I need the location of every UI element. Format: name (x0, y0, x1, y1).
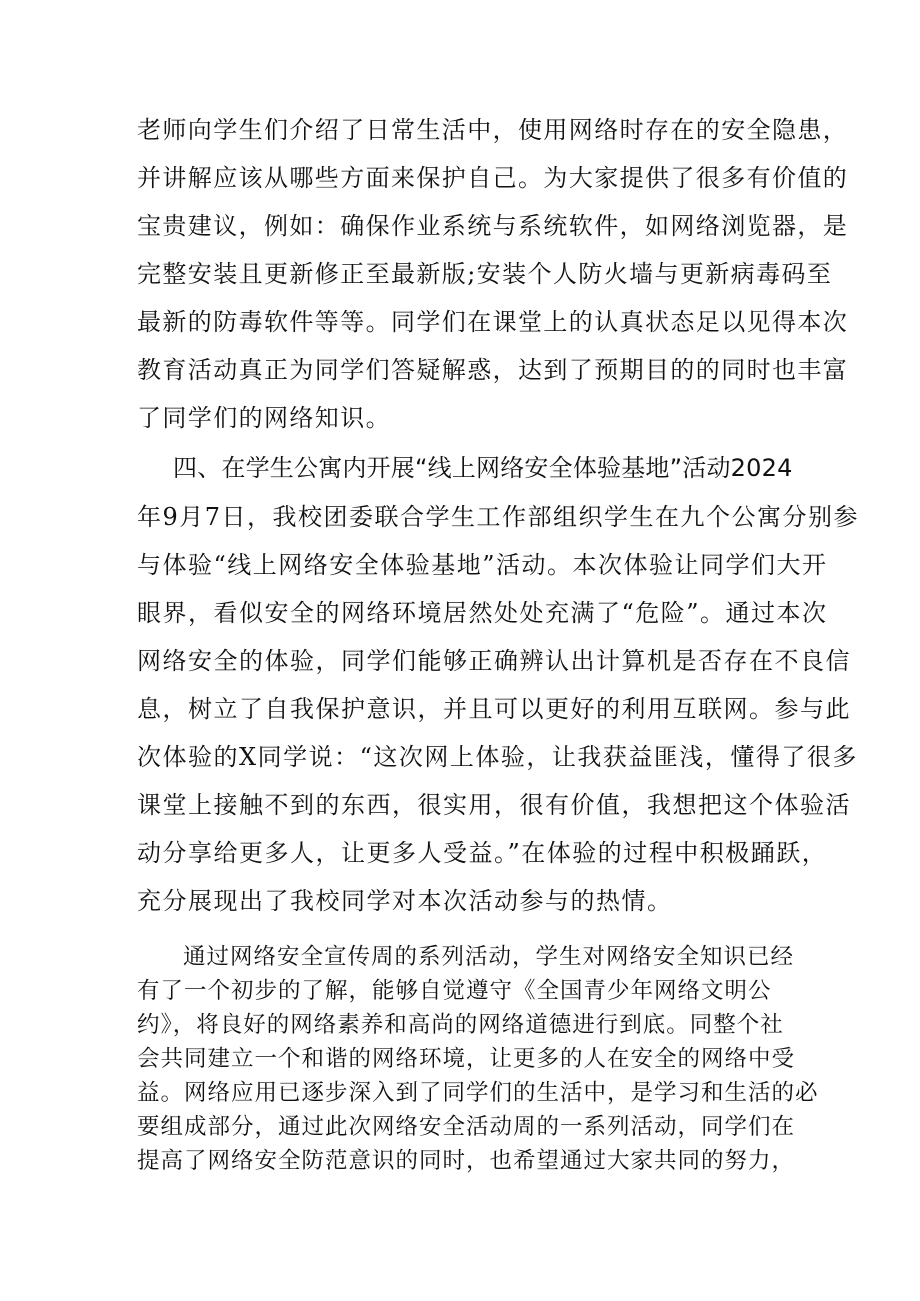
paragraph-line: 动分享给更多人，让更多人受益。”在体验的过程中积极踊跃， (137, 839, 828, 867)
paragraph-line: 有了一个初步的了解，能够自觉遵守《全国青少年网络文明公 (137, 978, 772, 1004)
paragraph-line: 约》，将良好的网络素养和高尚的网络道德进行到底。同整个社 (137, 1012, 784, 1038)
section-heading: 四、在学生公寓内开展“线上网络安全体验基地”活动2024 (173, 454, 793, 482)
paragraph-line: 提高了网络安全防范意识的同时，也希望通过大家共同的努力， (137, 1148, 796, 1174)
paragraph-line: 课堂上接触不到的东西，很实用，很有价值，我想把这个体验活 (137, 791, 851, 819)
paragraph-line: 息，树立了自我保护意识，并且可以更好的利用互联网。参与此 (137, 695, 851, 723)
paragraph-line: 老师向学生们介绍了日常生活中，使用网络时存在的安全隐患， (137, 116, 849, 144)
paragraph-line: 次体验的X同学说：“这次网上体验，让我获益匪浅，懂得了很多 (137, 743, 858, 771)
paragraph-line: 网络安全的体验，同学们能够正确辨认出计算机是否存在不良信 (137, 647, 851, 675)
paragraph-line: 完整安装且更新修正至最新版;安装个人防火墙与更新病毒码至 (137, 260, 833, 288)
paragraph-line: 会共同建立一个和谐的网络环境，让更多的人在安全的网络中受 (137, 1046, 796, 1072)
paragraph-line: 益。网络应用已逐步深入到了同学们的生活中，是学习和生活的必 (137, 1080, 819, 1106)
paragraph-line: 宝贵建议，例如：确保作业系统与系统软件，如网络浏览器，是 (137, 212, 849, 240)
paragraph-line: 与体验“线上网络安全体验基地”活动。本次体验让同学们大开 (137, 551, 828, 579)
paragraph-line: 充分展现出了我校同学对本次活动参与的热情。 (137, 887, 673, 915)
paragraph-line: 年9月7日，我校团委联合学生工作部组织学生在九个公寓分别参 (137, 503, 860, 531)
paragraph-line: 最新的防毒软件等等。同学们在课堂上的认真状态足以见得本次 (137, 308, 849, 336)
paragraph-line: 通过网络安全宣传周的系列活动，学生对网络安全知识已经 (183, 944, 795, 970)
paragraph-line: 要组成部分，通过此次网络安全活动周的一系列活动，同学们在 (137, 1114, 796, 1140)
paragraph-line: 并讲解应该从哪些方面来保护自己。为大家提供了很多有价值的 (137, 164, 849, 192)
paragraph-line: 教育活动真正为同学们答疑解惑，达到了预期目的的同时也丰富 (137, 356, 849, 384)
paragraph-line: 了同学们的网络知识。 (137, 404, 391, 432)
paragraph-line: 眼界，看似安全的网络环境居然处处充满了“危险”。通过本次 (137, 599, 828, 627)
